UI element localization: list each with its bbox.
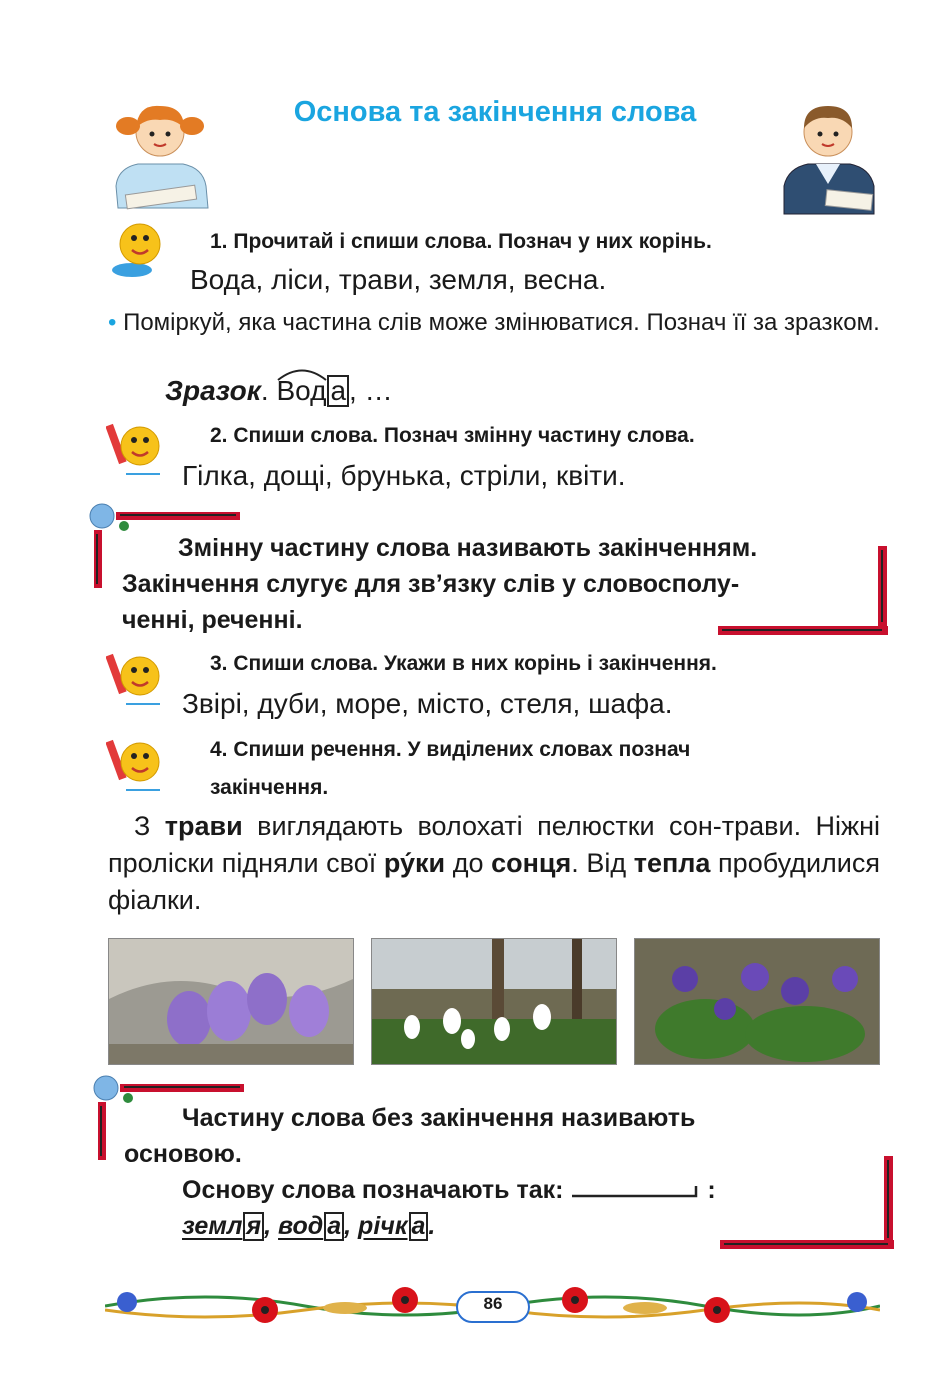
- highlighted-word: ру́ки: [383, 848, 446, 878]
- task1-sample: [165, 375, 393, 407]
- rule1-line2: Закінчення слугує для зв’язку слів у словосполу-: [122, 570, 740, 598]
- task4-text-part: до: [445, 848, 492, 878]
- photo-violets: [634, 938, 880, 1065]
- smiley-reading-icon: [108, 222, 168, 280]
- sample-ending: а: [327, 375, 349, 407]
- sample-label: Зразок: [165, 375, 261, 406]
- example-ending: а: [409, 1212, 429, 1241]
- example-dot: .: [428, 1212, 436, 1240]
- task4-text-part: З: [134, 811, 165, 841]
- task4-text-part: пробудилися фіалки.: [108, 848, 880, 915]
- task3-words: Звірі, дуби, море, місто, стеля, шафа.: [182, 688, 673, 719]
- sample-dot: .: [260, 375, 269, 406]
- task1-words: Вода, ліси, трави, земля, весна.: [190, 264, 607, 295]
- task1-note-text: Поміркуй, яка частина слів може змінюватися. Познач її за зразком.: [123, 309, 880, 336]
- stem-mark-symbol: [570, 1180, 700, 1200]
- task4-text-part: . Від: [571, 848, 634, 878]
- rule1-line1: Змінну частину слова називають закінченням.: [178, 534, 758, 562]
- page-title: Основа та закінчення слова: [293, 96, 697, 128]
- task2-words: Гілка, дощі, брунька, стріли, квіти.: [182, 460, 626, 491]
- example-ending: а: [324, 1212, 344, 1241]
- rule2-examples: [182, 1208, 435, 1244]
- smiley-pencil-icon: [106, 418, 164, 480]
- smiley-pencil-icon: [106, 648, 164, 710]
- sample-tail: , …: [349, 375, 393, 406]
- highlighted-word: тепла: [633, 848, 711, 878]
- sample-stem: Вод: [276, 375, 327, 406]
- example-ending: я: [243, 1212, 264, 1241]
- boy-illustration: [776, 98, 881, 216]
- task1-note: [108, 306, 880, 339]
- rule2-line3-text: Основу слова позначають так:: [182, 1176, 564, 1204]
- ornament-corner-bottom-right: [720, 1156, 900, 1252]
- rule2-line2: основою.: [124, 1140, 242, 1168]
- task4-heading-line1: 4. Спиши речення. У виділених словах познач: [210, 738, 691, 761]
- rule2-colon: :: [707, 1176, 716, 1204]
- example-stem: вод: [278, 1212, 324, 1240]
- task4-text: [108, 808, 880, 919]
- example-comma: ,: [344, 1212, 352, 1240]
- task3-heading: 3. Спиши слова. Укажи в них корінь і закінчення.: [210, 652, 717, 675]
- task4-text-part: виглядають волохаті пелюстки сон-трави. Ніжні проліски підняли свої: [108, 811, 880, 878]
- root-arc-icon: [276, 367, 328, 381]
- bullet: •: [108, 309, 117, 336]
- girl-illustration: [108, 98, 213, 210]
- rule1-line3: ченні, реченні.: [122, 606, 303, 634]
- task1-heading: 1. Прочитай і спиши слова. Познач у них корінь.: [210, 230, 712, 253]
- highlighted-word: сонця: [491, 848, 572, 878]
- task2-heading: 2. Спиши слова. Познач змінну частину слова.: [210, 424, 695, 447]
- page-number: 86: [483, 1294, 503, 1313]
- example-stem: річк: [358, 1212, 408, 1240]
- example-comma: ,: [264, 1212, 272, 1240]
- highlighted-word: трави: [164, 811, 243, 841]
- smiley-pencil-icon: [106, 734, 164, 796]
- rule2-line3: [182, 1172, 716, 1208]
- photo-pasqueflowers: [108, 938, 354, 1065]
- sample-word: [276, 375, 349, 407]
- rule2-line1: Частину слова без закінчення називають: [182, 1104, 696, 1132]
- example-stem: земл: [182, 1212, 243, 1240]
- photo-snowdrops: [371, 938, 617, 1065]
- task4-heading-line2: закінчення.: [210, 776, 329, 799]
